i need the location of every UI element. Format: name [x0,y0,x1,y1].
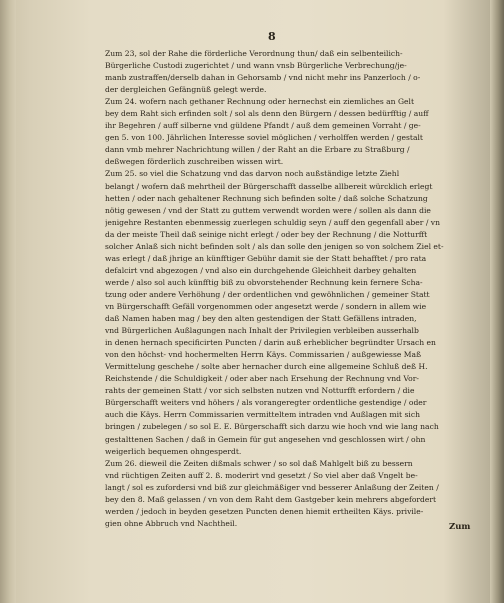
catchword: Zum [449,522,471,532]
page-edge-shadow [490,0,504,603]
text-line: hetten / oder nach gehaltener Rechnung sich befinden solte / daß solche Schatzung [105,193,428,203]
text-line: vn Bürgerschafft Gefäll vorgenommen oder angesetzt werde / sondern in allem wie [105,301,427,311]
text-line: gien ohne Abbruch vnd Nachtheil. [105,518,238,528]
text-line: da der meiste Theil daß seinige nicht erlegt / oder bey der Rechnung / die Notturfft [105,229,428,239]
text-line: weigerlich bequemen ohngesperdt. [105,446,242,456]
text-line: auch die Käys. Herrn Commissarien vermitteltem intraden vnd Außlagen mit sich [105,410,420,420]
text-line: Zum 23, sol der Rahe die förderliche Verordnung thun/ daß ein selbenteilich- [105,49,403,58]
text-line: defalcirt vnd abgezogen / vnd also ein durchgehende Gleichheit darbey gehalten [105,265,417,275]
text-line: manb zustraffen/derselb dahan in Gehorsamb / vnd nicht mehr ins Panzerloch / o- [105,73,421,83]
text-line: was erlegt / daß jhrige an künfftiger Gebühr damit sie der Statt behafftet / pro rata [105,253,427,263]
text-line: tzung oder andere Verhöhung / der ordentlichen vnd gewöhnlichen / gemeiner Statt [105,289,430,299]
text-line: gestalttenen Sachen / daß in Gemein für gut angesehen vnd geschlossen wirt / ohn [105,434,426,444]
text-line: Reichstende / die Schuldigkeit / oder aber nach Ersehung der Rechnung vnd Vor- [105,374,419,384]
text-line: bey den 8. Maß gelassen / vn von dem Raht dem Gastgeber kein mehrers abgefordert [105,494,437,504]
text-line: von den höchst- vnd hochermelten Herrn Käys. Commissarien / außgewiesse Maß [105,350,422,360]
text-line: jenigehre Restanten ebenmessig zuerlegen schuldig seyn / auff den gegenfall aber / vn [105,217,440,227]
text-line: daß Namen haben mag / bey den alten gestendigen der Statt Gefällens intraden, [105,314,417,324]
text-line: Bürgerliche Custodi zugerichtet / und wann vnsb Bürgerliche Verbrechung/je- [105,61,407,71]
text-line: bey dem Raht sich erfinden solt / sol als denn den Bürgern / dessen bedürfftig / auff [105,109,429,119]
text-line: ihr Begehren / auff silberne vnd güldene Pfandt / auß dem gemeinen Vorraht / ge- [105,121,421,131]
text-line: Zum 25. so viel die Schatzung vnd das darvon noch außständige letzte Ziehl [105,169,400,179]
text-line: Bürgerschafft weiters vnd höhers / als vorangeregter ordentliche gestendige / oder [105,398,427,408]
text-line: Vermittelung geschehe / solte aber hernacher durch eine allgemeine Schluß deß H. [105,362,428,372]
text-line: belangt / wofern daß mehrtheil der Bürgerschafft dasselbe allbereit würcklich erlegt [105,181,433,191]
text-line: dann vmb mehrer Nachrichtung willen / der Raht an die Erbare zu Straßburg / [105,145,410,155]
text-line: rahts der gemeinen Statt / vor sich selbsten nutzen vnd Notturfft erfordern / die [105,386,415,396]
text-line: werden / jedoch in beyden gesetzen Puncten denen hiemit ertheilten Käys. privile- [105,506,424,516]
text-line: solcher Anlaß sich nicht befinden solt / als dan solle den jenigen so von solchem Ziel et- [105,241,444,251]
text-line: nötig gewesen / vnd der Statt zu guttem verwendt worden were / sollen als dann die [105,205,431,215]
text-line: vnd rüchtigen Zeiten auff 2. ß. moderirt vnd gesetzt / So viel aber daß Vngelt be- [105,470,418,480]
text-line: langt / sol es zufordersi vnd biß zur gleichmäßiger vnd besserer Anlaßung der Zeiten / [105,482,439,492]
text-line: der dergleichen Gefängnüß gelegt werde. [105,85,267,95]
text-line: Zum 24. wofern nach gethaner Rechnung oder hernechst ein ziemliches an Gelt [105,97,415,107]
binding-gutter [0,0,16,603]
page-number: 8 [268,30,276,43]
text-line: bringen / zubelegen / so sol E. E. Bürgerschafft sich darzu wie hoch vnd wie lang nach [105,422,439,432]
text-line: vnd Bürgerlichen Außlagungen nach Inhalt der Privilegien verbleiben ausserhalb [105,326,419,336]
text-line: werde / also sol auch künfftig biß zu obvorstehender Rechnung kein fernere Scha- [105,277,423,287]
body-text [105,48,477,530]
text-line: deßwegen förderlich zuschreiben wissen wirt. [105,157,284,167]
text-line: Zum 26. dieweil die Zeiten dißmals schwer / so sol daß Mahlgelt biß zu bessern [105,458,413,468]
text-line: in denen hernach specificirten Puncten / darin auß erheblicher begründter Ursach en [105,338,436,348]
text-line: gen 5. von 100. Jährlichen Interesse soviel möglichen / verholffen werden / gestalt [105,133,423,143]
